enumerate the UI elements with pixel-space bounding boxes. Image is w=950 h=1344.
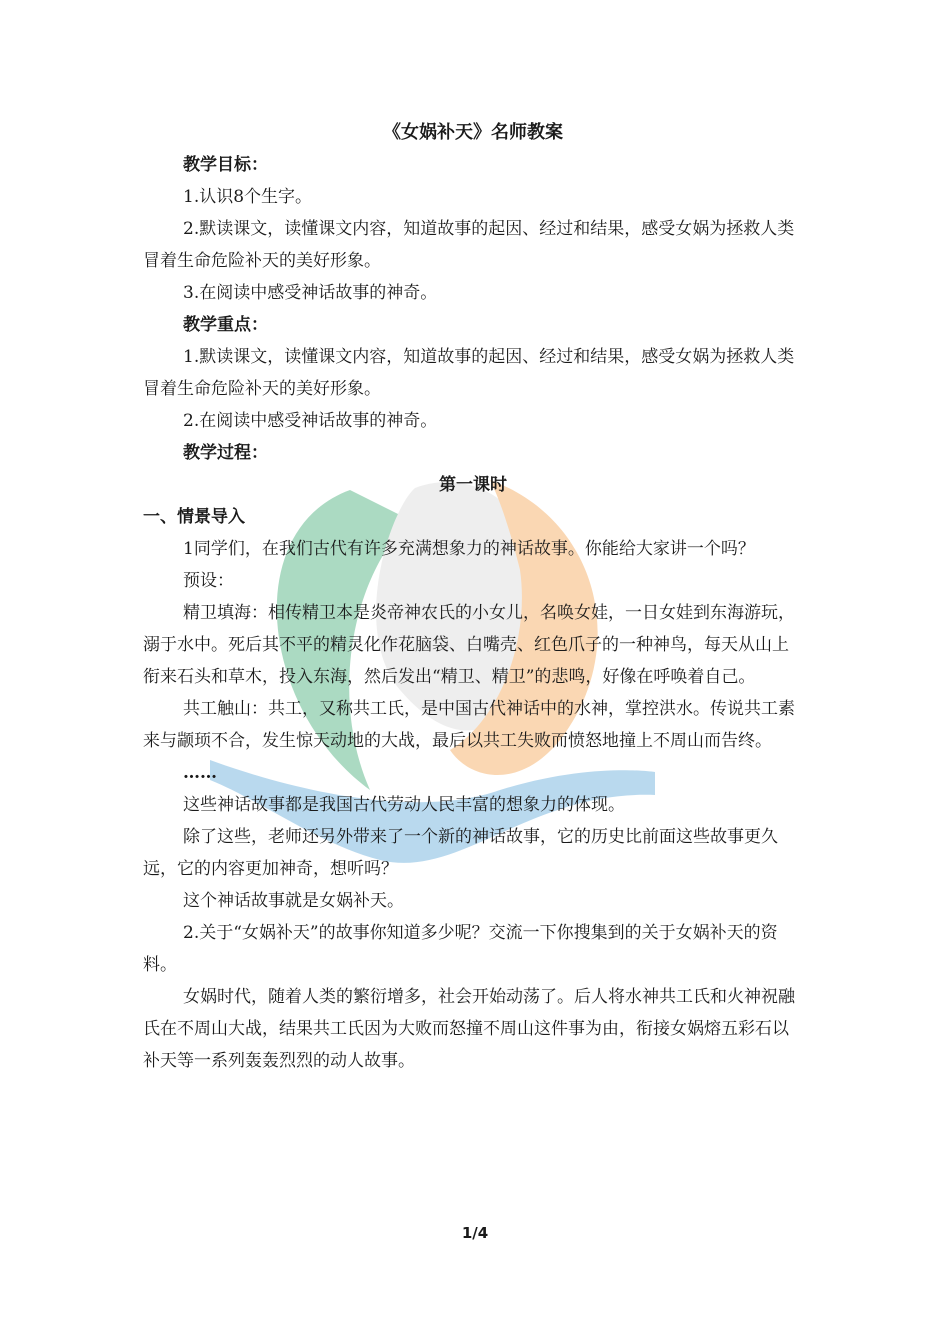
paragraph: 1.默读课文，读懂课文内容，知道故事的起因、经过和结果，感受女娲为拯救人类冒着生命危险补天的美好形象。: [143, 347, 795, 399]
paragraph: 除了这些，老师还另外带来了一个新的神话故事，它的历史比前面这些故事更久远，它的内容更加神奇，想听吗？: [143, 827, 778, 879]
paragraph: 共工触山：共工，又称共工氏，是中国古代神话中的水神，掌控洪水。传说共工素来与颛顼不合，发生惊天动地的大战，最后以共工失败而愤怒地撞上不周山而告终。: [143, 699, 795, 751]
paragraph: 预设：: [183, 571, 234, 591]
section-heading: 教学过程：: [183, 443, 268, 463]
section-heading: 教学重点：: [183, 315, 268, 335]
paragraph: 1.认识8个生字。: [183, 187, 313, 207]
section-heading: ……: [183, 763, 217, 783]
section-heading: 一、情景导入: [143, 507, 245, 527]
paragraph: 2.默读课文，读懂课文内容，知道故事的起因、经过和结果，感受女娲为拯救人类冒着生命危险补天的美好形象。: [143, 219, 795, 271]
paragraph: 这些神话故事都是我国古代劳动人民丰富的想象力的体现。: [183, 795, 625, 815]
page-number: 1/4: [461, 1224, 489, 1242]
paragraph: 这个神话故事就是女娲补天。: [183, 891, 404, 911]
section-heading: 教学目标：: [183, 155, 268, 175]
paragraph: 女娲时代，随着人类的繁衍增多，社会开始动荡了。后人将水神共工氏和火神祝融氏在不周山大战，结果共工氏因为大败而怒撞不周山这件事为由，衔接女娲熔五彩石以补天等一系列轰轰烈烈的动人故事。: [143, 987, 795, 1071]
paragraph: 2.关于“女娲补天”的故事你知道多少呢？交流一下你搜集到的关于女娲补天的资料。: [143, 923, 778, 975]
paragraph: 1同学们，在我们古代有许多充满想象力的神话故事。你能给大家讲一个吗？: [183, 539, 755, 559]
paragraph: 精卫填海：相传精卫本是炎帝神农氏的小女儿，名唤女娃，一日女娃到东海游玩，溺于水中。死后其不平的精灵化作花脑袋、白嘴壳、红色爪子的一种神鸟，每天从山上衔来石头和草木，投入东海，然后发出“精卫、精卫”的悲鸣，好像在呼唤着自己。: [143, 603, 795, 687]
document-body: [143, 117, 803, 1077]
lesson-heading: 第一课时: [439, 475, 507, 495]
paragraph-list: [143, 149, 803, 1077]
paragraph: 3.在阅读中感受神话故事的神奇。: [183, 283, 438, 303]
document-title: 《女娲补天》名师教案: [383, 122, 563, 143]
paragraph: 2.在阅读中感受神话故事的神奇。: [183, 411, 438, 431]
